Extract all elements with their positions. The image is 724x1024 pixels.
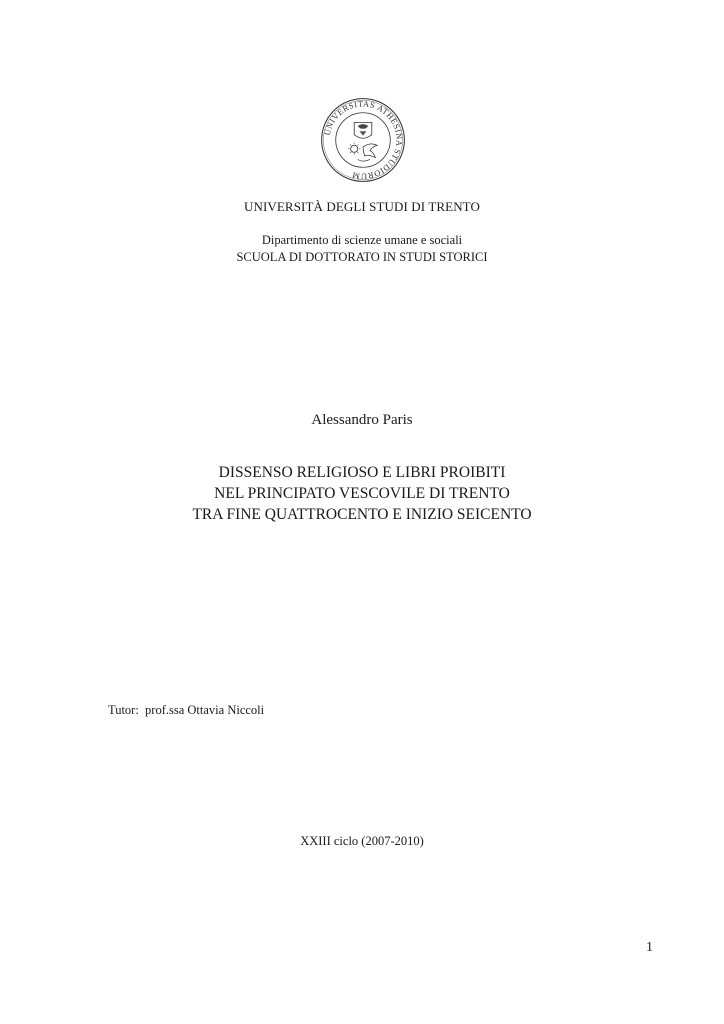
svg-text:UNIVERSITAS ATHESINA STUDIORUM: [323, 99, 404, 180]
university-name: UNIVERSITÀ DEGLI STUDI DI TRENTO: [244, 199, 480, 214]
thesis-title-line-2: NEL PRINCIPATO VESCOVILE DI TRENTO: [214, 485, 510, 502]
page-number: 1: [646, 940, 653, 955]
department-name: Dipartimento di scienze umane e sociali: [261, 233, 463, 247]
thesis-title: [0, 462, 724, 525]
author-name: Alessandro Paris: [311, 412, 413, 428]
seal-inscription: UNIVERSITAS ATHESINA STUDIORUM: [322, 99, 404, 181]
doctoral-school-name: SCUOLA DI DOTTORATO IN STUDI STORICI: [236, 250, 488, 264]
thesis-title-line-3: TRA FINE QUATTROCENTO E INIZIO SEICENTO: [192, 506, 532, 523]
thesis-title-line-1: DISSENSO RELIGIOSO E LIBRI PROIBITI: [218, 464, 506, 481]
tutor-line: Tutor: prof.ssa Ottavia Niccoli: [108, 703, 265, 717]
doctoral-cycle: XXIII ciclo (2007-2010): [300, 834, 424, 848]
university-seal-icon: [319, 96, 407, 184]
